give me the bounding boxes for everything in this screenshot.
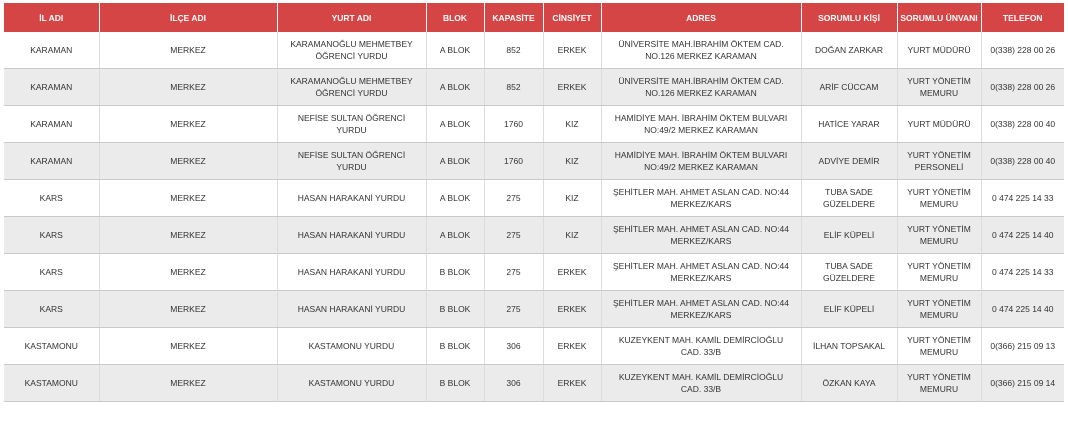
cell-blok: B BLOK: [426, 328, 484, 365]
cell-sorumlu-unvani: YURT YÖNETİM MEMURU: [897, 217, 981, 254]
cell-sorumlu-unvani: YURT MÜDÜRÜ: [897, 106, 981, 143]
cell-sorumlu-kisi: TUBA SADE GÜZELDERE: [801, 180, 897, 217]
cell-cinsiyet: ERKEK: [543, 254, 601, 291]
header-kapasite: KAPASİTE: [484, 3, 543, 32]
table-row: [4, 254, 1064, 291]
cell-sorumlu-kisi: ARİF CÜCCAM: [801, 69, 897, 106]
cell-telefon: 0(366) 215 09 13: [981, 328, 1064, 365]
cell-il-adi: KARS: [4, 254, 99, 291]
header-sorumlu-kisi: SORUMLU KİŞİ: [801, 3, 897, 32]
table-header-row: [4, 3, 1064, 32]
cell-il-adi: KARS: [4, 217, 99, 254]
cell-adres: ŞEHİTLER MAH. AHMET ASLAN CAD. NO:44 MERKEZ/KARS: [601, 180, 801, 217]
header-sorumlu-unvani: SORUMLU ÜNVANI: [897, 3, 981, 32]
cell-cinsiyet: ERKEK: [543, 328, 601, 365]
cell-cinsiyet: ERKEK: [543, 32, 601, 69]
cell-il-adi: KARAMAN: [4, 106, 99, 143]
cell-cinsiyet: ERKEK: [543, 365, 601, 402]
table-row: [4, 328, 1064, 365]
cell-adres: ÜNİVERSİTE MAH.İBRAHİM ÖKTEM CAD. NO.126 MERKEZ KARAMAN: [601, 69, 801, 106]
cell-telefon: 0(366) 215 09 14: [981, 365, 1064, 402]
cell-cinsiyet: KIZ: [543, 106, 601, 143]
cell-cinsiyet: KIZ: [543, 180, 601, 217]
cell-sorumlu-kisi: ELİF KÜPELİ: [801, 217, 897, 254]
cell-yurt-adi: NEFİSE SULTAN ÖĞRENCİ YURDU: [277, 106, 426, 143]
cell-telefon: 0 474 225 14 33: [981, 254, 1064, 291]
cell-kapasite: 275: [484, 217, 543, 254]
cell-ilce-adi: MERKEZ: [99, 32, 277, 69]
cell-cinsiyet: ERKEK: [543, 291, 601, 328]
cell-blok: A BLOK: [426, 106, 484, 143]
table-row: [4, 217, 1064, 254]
table-row: [4, 143, 1064, 180]
cell-adres: KUZEYKENT MAH. KAMİL DEMİRCİOĞLU CAD. 33/B: [601, 365, 801, 402]
cell-ilce-adi: MERKEZ: [99, 291, 277, 328]
cell-blok: A BLOK: [426, 32, 484, 69]
cell-ilce-adi: MERKEZ: [99, 217, 277, 254]
cell-kapasite: 275: [484, 254, 543, 291]
cell-sorumlu-kisi: HATİCE YARAR: [801, 106, 897, 143]
cell-telefon: 0(338) 228 00 40: [981, 106, 1064, 143]
cell-sorumlu-unvani: YURT YÖNETİM PERSONELİ: [897, 143, 981, 180]
cell-ilce-adi: MERKEZ: [99, 143, 277, 180]
cell-telefon: 0(338) 228 00 26: [981, 69, 1064, 106]
cell-sorumlu-kisi: ADVİYE DEMİR: [801, 143, 897, 180]
cell-ilce-adi: MERKEZ: [99, 365, 277, 402]
cell-ilce-adi: MERKEZ: [99, 328, 277, 365]
cell-blok: A BLOK: [426, 143, 484, 180]
cell-blok: A BLOK: [426, 69, 484, 106]
cell-sorumlu-unvani: YURT YÖNETİM MEMURU: [897, 328, 981, 365]
cell-il-adi: KASTAMONU: [4, 365, 99, 402]
cell-yurt-adi: HASAN HARAKANİ YURDU: [277, 180, 426, 217]
cell-ilce-adi: MERKEZ: [99, 254, 277, 291]
cell-adres: ŞEHİTLER MAH. AHMET ASLAN CAD. NO:44 MERKEZ/KARS: [601, 217, 801, 254]
cell-telefon: 0 474 225 14 40: [981, 217, 1064, 254]
cell-telefon: 0(338) 228 00 26: [981, 32, 1064, 69]
cell-sorumlu-unvani: YURT YÖNETİM MEMURU: [897, 291, 981, 328]
cell-il-adi: KARS: [4, 180, 99, 217]
cell-il-adi: KARAMAN: [4, 143, 99, 180]
cell-kapasite: 1760: [484, 143, 543, 180]
cell-yurt-adi: KARAMANOĞLU MEHMETBEY ÖĞRENCİ YURDU: [277, 32, 426, 69]
cell-adres: ŞEHİTLER MAH. AHMET ASLAN CAD. NO:44 MERKEZ/KARS: [601, 291, 801, 328]
header-ilce-adi: İLÇE ADI: [99, 3, 277, 32]
header-il-adi: İL ADI: [4, 3, 99, 32]
header-adres: ADRES: [601, 3, 801, 32]
cell-sorumlu-kisi: DOĞAN ZARKAR: [801, 32, 897, 69]
cell-kapasite: 306: [484, 328, 543, 365]
cell-blok: B BLOK: [426, 291, 484, 328]
cell-sorumlu-kisi: ELİF KÜPELİ: [801, 291, 897, 328]
cell-telefon: 0 474 225 14 40: [981, 291, 1064, 328]
cell-kapasite: 275: [484, 291, 543, 328]
cell-kapasite: 852: [484, 32, 543, 69]
cell-blok: B BLOK: [426, 254, 484, 291]
cell-cinsiyet: KIZ: [543, 217, 601, 254]
cell-ilce-adi: MERKEZ: [99, 180, 277, 217]
cell-yurt-adi: HASAN HARAKANİ YURDU: [277, 254, 426, 291]
cell-sorumlu-unvani: YURT YÖNETİM MEMURU: [897, 69, 981, 106]
table-row: [4, 69, 1064, 106]
table-row: [4, 291, 1064, 328]
cell-sorumlu-kisi: ÖZKAN KAYA: [801, 365, 897, 402]
cell-il-adi: KARAMAN: [4, 32, 99, 69]
cell-adres: ÜNİVERSİTE MAH.İBRAHİM ÖKTEM CAD. NO.126 MERKEZ KARAMAN: [601, 32, 801, 69]
cell-adres: ŞEHİTLER MAH. AHMET ASLAN CAD. NO:44 MERKEZ/KARS: [601, 254, 801, 291]
cell-yurt-adi: KASTAMONU YURDU: [277, 365, 426, 402]
cell-yurt-adi: KARAMANOĞLU MEHMETBEY ÖĞRENCİ YURDU: [277, 69, 426, 106]
cell-blok: B BLOK: [426, 365, 484, 402]
cell-kapasite: 852: [484, 69, 543, 106]
table-body: [4, 32, 1064, 402]
header-blok: BLOK: [426, 3, 484, 32]
table-row: [4, 180, 1064, 217]
cell-adres: HAMİDİYE MAH. İBRAHİM ÖKTEM BULVARI NO:49/2 MERKEZ KARAMAN: [601, 143, 801, 180]
cell-adres: KUZEYKENT MAH. KAMİL DEMİRCİOĞLU CAD. 33/B: [601, 328, 801, 365]
cell-yurt-adi: HASAN HARAKANİ YURDU: [277, 217, 426, 254]
cell-sorumlu-unvani: YURT YÖNETİM MEMURU: [897, 180, 981, 217]
cell-kapasite: 275: [484, 180, 543, 217]
cell-yurt-adi: NEFİSE SULTAN ÖĞRENCİ YURDU: [277, 143, 426, 180]
cell-kapasite: 306: [484, 365, 543, 402]
dormitory-table: [4, 3, 1064, 402]
cell-sorumlu-unvani: YURT YÖNETİM MEMURU: [897, 254, 981, 291]
cell-sorumlu-unvani: YURT MÜDÜRÜ: [897, 32, 981, 69]
cell-blok: A BLOK: [426, 217, 484, 254]
cell-kapasite: 1760: [484, 106, 543, 143]
dormitory-table-container: [4, 3, 1064, 402]
header-cinsiyet: CİNSİYET: [543, 3, 601, 32]
header-telefon: TELEFON: [981, 3, 1064, 32]
cell-cinsiyet: KIZ: [543, 143, 601, 180]
table-row: [4, 106, 1064, 143]
header-yurt-adi: YURT ADI: [277, 3, 426, 32]
cell-ilce-adi: MERKEZ: [99, 69, 277, 106]
cell-il-adi: KASTAMONU: [4, 328, 99, 365]
table-row: [4, 32, 1064, 69]
cell-sorumlu-kisi: TUBA SADE GÜZELDERE: [801, 254, 897, 291]
cell-sorumlu-kisi: İLHAN TOPSAKAL: [801, 328, 897, 365]
cell-telefon: 0 474 225 14 33: [981, 180, 1064, 217]
cell-sorumlu-unvani: YURT YÖNETİM MEMURU: [897, 365, 981, 402]
cell-il-adi: KARAMAN: [4, 69, 99, 106]
cell-cinsiyet: ERKEK: [543, 69, 601, 106]
cell-blok: A BLOK: [426, 180, 484, 217]
table-row: [4, 365, 1064, 402]
cell-yurt-adi: HASAN HARAKANİ YURDU: [277, 291, 426, 328]
cell-adres: HAMİDİYE MAH. İBRAHİM ÖKTEM BULVARI NO:49/2 MERKEZ KARAMAN: [601, 106, 801, 143]
cell-il-adi: KARS: [4, 291, 99, 328]
cell-telefon: 0(338) 228 00 40: [981, 143, 1064, 180]
cell-yurt-adi: KASTAMONU YURDU: [277, 328, 426, 365]
cell-ilce-adi: MERKEZ: [99, 106, 277, 143]
